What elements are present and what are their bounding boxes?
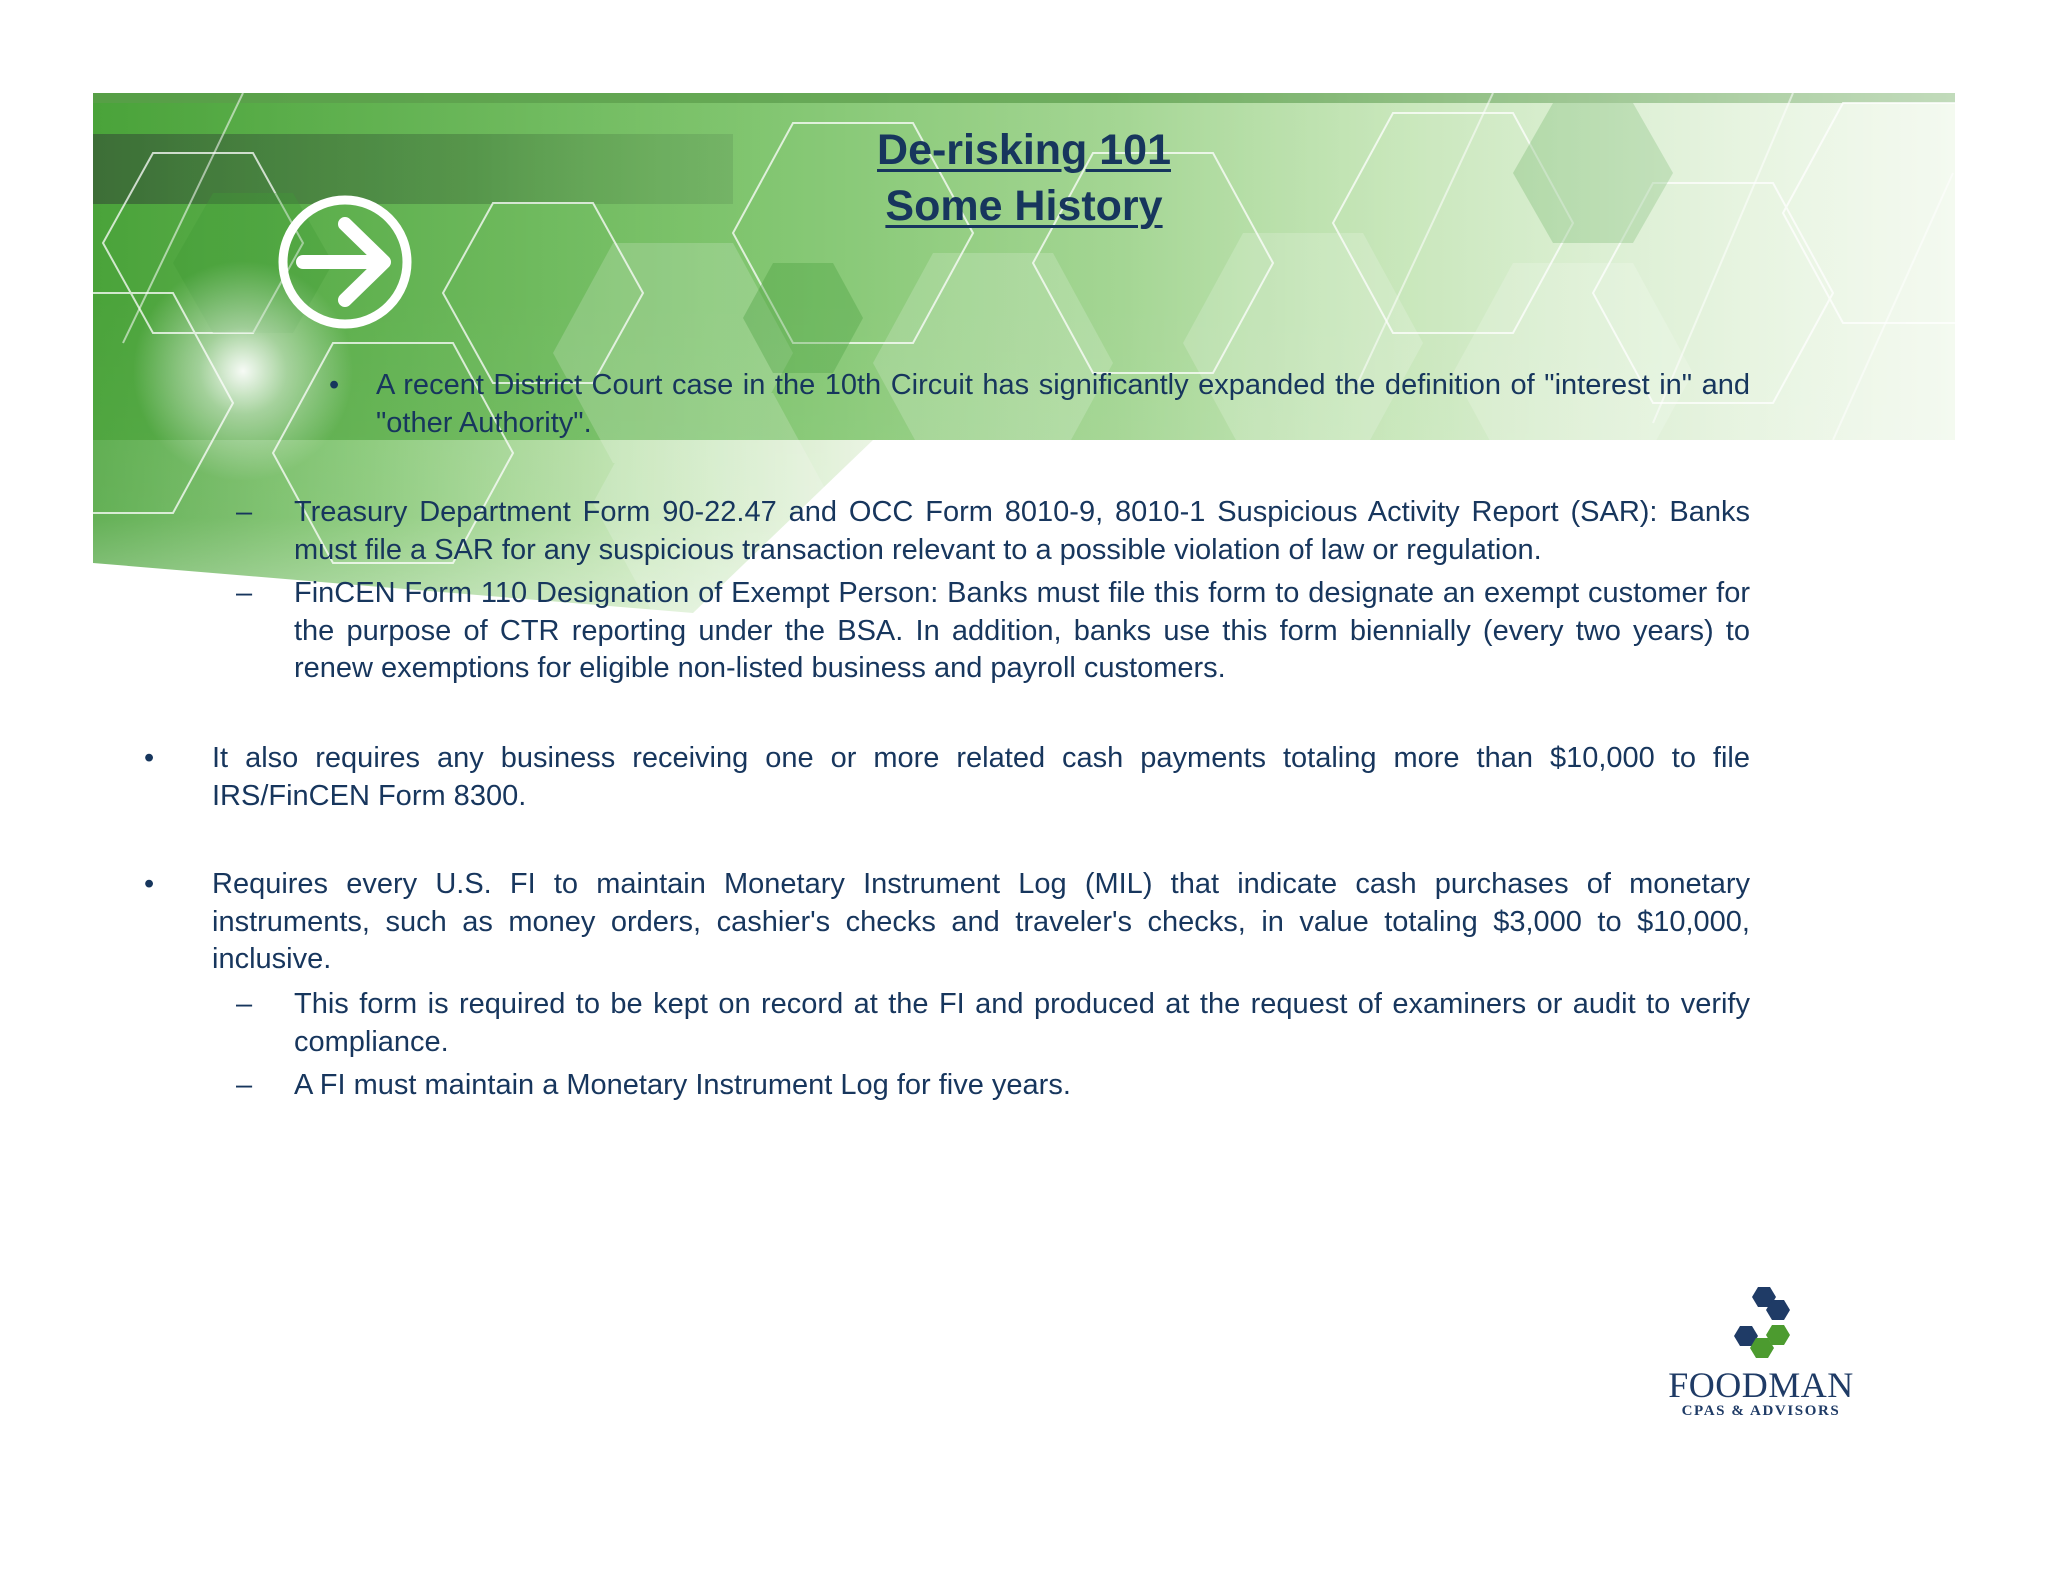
bullet-marker: • xyxy=(144,742,155,774)
slide-title xyxy=(0,122,2048,234)
title-line-1: De-risking 101 xyxy=(877,126,1171,174)
logo-name: FOODMAN xyxy=(1668,1365,1854,1405)
foodman-logo xyxy=(1655,1285,1867,1419)
title-line-2: Some History xyxy=(885,182,1163,230)
sub-item-4: A FI must maintain a Monetary Instrument Log for five years. xyxy=(294,1069,1071,1101)
dash-marker: – xyxy=(236,1069,253,1101)
bullet-item-1: A recent District Court case in the 10th Circuit has significantly expanded the definition of "interest in" and "other Authority". xyxy=(376,369,1750,439)
bullet-marker: • xyxy=(329,369,340,401)
sub-item-1: Treasury Department Form 90-22.47 and OCC Form 8010-9, 8010-1 Suspicious Activity Report (SAR): Banks must file a SAR for any suspicious transaction relevant to a possible violation of law or regulation. xyxy=(294,496,1750,566)
logo-hexagons-icon xyxy=(1655,1285,1867,1365)
sub-item-3: This form is required to be kept on record at the FI and produced at the request of examiners or audit to verify compliance. xyxy=(294,988,1750,1058)
dash-marker: – xyxy=(236,988,253,1020)
dash-marker: – xyxy=(236,577,253,609)
sub-item-2: FinCEN Form 110 Designation of Exempt Person: Banks must file this form to designate an exempt customer for the purpose of CTR reporting under the BSA. In addition, banks use this form biennially (every two years) to renew exemptions for eligible non-listed business and payroll customers. xyxy=(294,577,1750,684)
bullet-item-2: It also requires any business receiving one or more related cash payments totaling more than $10,000 to file IRS/FinCEN Form 8300. xyxy=(212,742,1750,812)
bullet-marker: • xyxy=(144,868,155,900)
bullet-item-3: Requires every U.S. FI to maintain Monetary Instrument Log (MIL) that indicate cash purchases of monetary instruments, such as money orders, cashier's checks and traveler's checks, in value totaling $3,000 to $10,000, inclusive. xyxy=(212,868,1750,975)
dash-marker: – xyxy=(236,496,253,528)
logo-tagline: CPAS & ADVISORS xyxy=(1681,1403,1841,1419)
